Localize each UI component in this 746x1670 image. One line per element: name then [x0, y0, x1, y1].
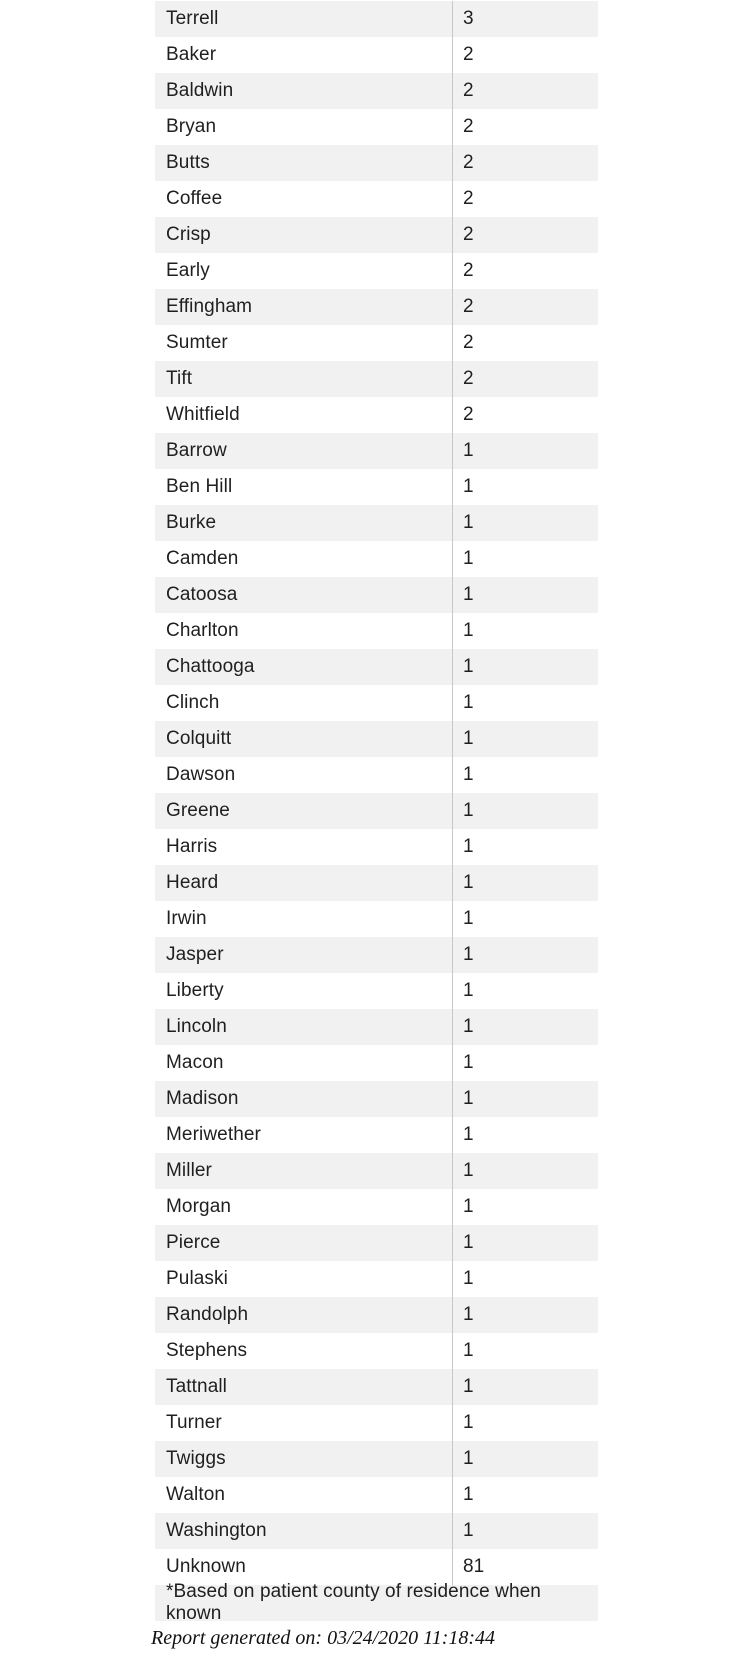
case-count-cell: 1: [452, 829, 598, 865]
report-generated-line: Report generated on: 03/24/2020 11:18:44: [151, 1627, 496, 1649]
county-name-cell: Bryan: [166, 116, 217, 137]
county-name-cell: Greene: [166, 800, 230, 821]
table-row: [155, 181, 598, 217]
table-row: [155, 217, 598, 253]
table-row: [155, 1441, 598, 1477]
county-name-cell: Liberty: [166, 980, 224, 1001]
case-count-cell: 2: [452, 397, 598, 433]
county-name-cell: Baldwin: [166, 80, 234, 101]
table-row: [155, 829, 598, 865]
case-count-cell: 1: [452, 1081, 598, 1117]
county-name-cell: Lincoln: [166, 1016, 227, 1037]
case-count-cell: 1: [452, 685, 598, 721]
case-count-cell: 2: [452, 109, 598, 145]
case-count-cell: 1: [452, 577, 598, 613]
county-name-cell: Tattnall: [166, 1376, 228, 1397]
table-row: [155, 1, 598, 37]
case-count-cell: 1: [452, 757, 598, 793]
county-name-cell: Terrell: [166, 8, 219, 29]
county-name-cell: Turner: [166, 1412, 222, 1433]
county-name-cell: Walton: [166, 1484, 226, 1505]
case-count-cell: 1: [452, 1477, 598, 1513]
case-count-cell: 2: [452, 73, 598, 109]
table-row: [155, 865, 598, 901]
table-row: [155, 1513, 598, 1549]
county-name-cell: Madison: [166, 1088, 239, 1109]
table-row: [155, 1081, 598, 1117]
case-count-cell: 2: [452, 217, 598, 253]
case-count-cell: 1: [452, 1333, 598, 1369]
county-name-cell: Randolph: [166, 1304, 249, 1325]
case-count-cell: 1: [452, 1117, 598, 1153]
county-table-body: [155, 1, 598, 1585]
table-row: [155, 361, 598, 397]
case-count-cell: 1: [452, 1513, 598, 1549]
case-count-cell: 1: [452, 793, 598, 829]
table-row: [155, 793, 598, 829]
county-name-cell: Whitfield: [166, 404, 240, 425]
case-count-cell: 1: [452, 505, 598, 541]
case-count-cell: 1: [452, 721, 598, 757]
table-row: [155, 37, 598, 73]
county-name-cell: Unknown: [166, 1556, 246, 1577]
county-name-cell: Washington: [166, 1520, 267, 1541]
table-row: [155, 649, 598, 685]
case-count-cell: 2: [452, 361, 598, 397]
county-name-cell: Tift: [166, 368, 193, 389]
table-row: [155, 1333, 598, 1369]
case-count-cell: 3: [452, 1, 598, 37]
table-row: [155, 541, 598, 577]
table-row: [155, 1225, 598, 1261]
case-count-cell: 1: [452, 1153, 598, 1189]
table-row: [155, 1045, 598, 1081]
table-row: [155, 1297, 598, 1333]
county-name-cell: Early: [166, 260, 210, 281]
case-count-cell: 1: [452, 1369, 598, 1405]
table-row: [155, 685, 598, 721]
table-row: [155, 901, 598, 937]
county-name-cell: Ben Hill: [166, 476, 233, 497]
case-count-cell: 2: [452, 289, 598, 325]
table-row: [155, 721, 598, 757]
table-row: [155, 1189, 598, 1225]
table-row: [155, 325, 598, 361]
county-name-cell: Stephens: [166, 1340, 248, 1361]
county-name-cell: Camden: [166, 548, 239, 569]
case-count-cell: 1: [452, 865, 598, 901]
table-row: [155, 1369, 598, 1405]
table-row: [155, 433, 598, 469]
case-count-cell: 2: [452, 37, 598, 73]
county-name-cell: Twiggs: [166, 1448, 226, 1469]
case-count-cell: 2: [452, 181, 598, 217]
table-row: [155, 973, 598, 1009]
table-row: [155, 1549, 598, 1585]
county-name-cell: Colquitt: [166, 728, 232, 749]
county-name-cell: Irwin: [166, 908, 207, 929]
table-footnote: *Based on patient county of residence when known: [155, 1585, 598, 1621]
case-count-cell: 2: [452, 325, 598, 361]
county-name-cell: Pierce: [166, 1232, 221, 1253]
table-row: [155, 1153, 598, 1189]
table-row: [155, 289, 598, 325]
case-count-cell: 1: [452, 469, 598, 505]
county-name-cell: Burke: [166, 512, 217, 533]
county-name-cell: Meriwether: [166, 1124, 261, 1145]
case-count-cell: 2: [452, 145, 598, 181]
case-count-cell: 1: [452, 1045, 598, 1081]
table-row: [155, 1117, 598, 1153]
county-name-cell: Harris: [166, 836, 218, 857]
case-count-cell: 1: [452, 1297, 598, 1333]
county-name-cell: Catoosa: [166, 584, 238, 605]
county-case-table: [151, 1, 598, 1650]
county-name-cell: Jasper: [166, 944, 224, 965]
county-name-cell: Morgan: [166, 1196, 232, 1217]
county-name-cell: Butts: [166, 152, 210, 173]
table-row: [155, 145, 598, 181]
county-name-cell: Miller: [166, 1160, 212, 1181]
table-row: [155, 397, 598, 433]
case-count-cell: 1: [452, 1441, 598, 1477]
case-count-cell: 1: [452, 1405, 598, 1441]
table-row: [155, 73, 598, 109]
case-count-cell: 1: [452, 1225, 598, 1261]
case-count-cell: 1: [452, 973, 598, 1009]
case-count-cell: 81: [452, 1549, 598, 1585]
case-count-cell: 1: [452, 541, 598, 577]
table-row: [155, 253, 598, 289]
table-row: [155, 613, 598, 649]
county-name-cell: Effingham: [166, 296, 253, 317]
county-name-cell: Heard: [166, 872, 219, 893]
county-name-cell: Charlton: [166, 620, 239, 641]
case-count-cell: 1: [452, 1189, 598, 1225]
table-row: [155, 577, 598, 613]
table-row: [155, 1009, 598, 1045]
case-count-cell: 1: [452, 649, 598, 685]
county-name-cell: Macon: [166, 1052, 224, 1073]
county-name-cell: Coffee: [166, 188, 223, 209]
table-row: [155, 469, 598, 505]
case-count-cell: 1: [452, 433, 598, 469]
case-count-cell: 1: [452, 1261, 598, 1297]
county-name-cell: Dawson: [166, 764, 236, 785]
table-row: [155, 505, 598, 541]
case-count-cell: 2: [452, 253, 598, 289]
table-row: [155, 937, 598, 973]
table-row: [155, 1261, 598, 1297]
county-name-cell: Crisp: [166, 224, 211, 245]
county-name-cell: Pulaski: [166, 1268, 228, 1289]
county-name-cell: Clinch: [166, 692, 220, 713]
county-name-cell: Chattooga: [166, 656, 255, 677]
case-count-cell: 1: [452, 613, 598, 649]
table-row: [155, 1405, 598, 1441]
table-row: [155, 757, 598, 793]
county-name-cell: Barrow: [166, 440, 227, 461]
table-row: [155, 109, 598, 145]
county-name-cell: Sumter: [166, 332, 228, 353]
case-count-cell: 1: [452, 1009, 598, 1045]
county-name-cell: Baker: [166, 44, 217, 65]
case-count-cell: 1: [452, 937, 598, 973]
case-count-cell: 1: [452, 901, 598, 937]
table-row: [155, 1477, 598, 1513]
